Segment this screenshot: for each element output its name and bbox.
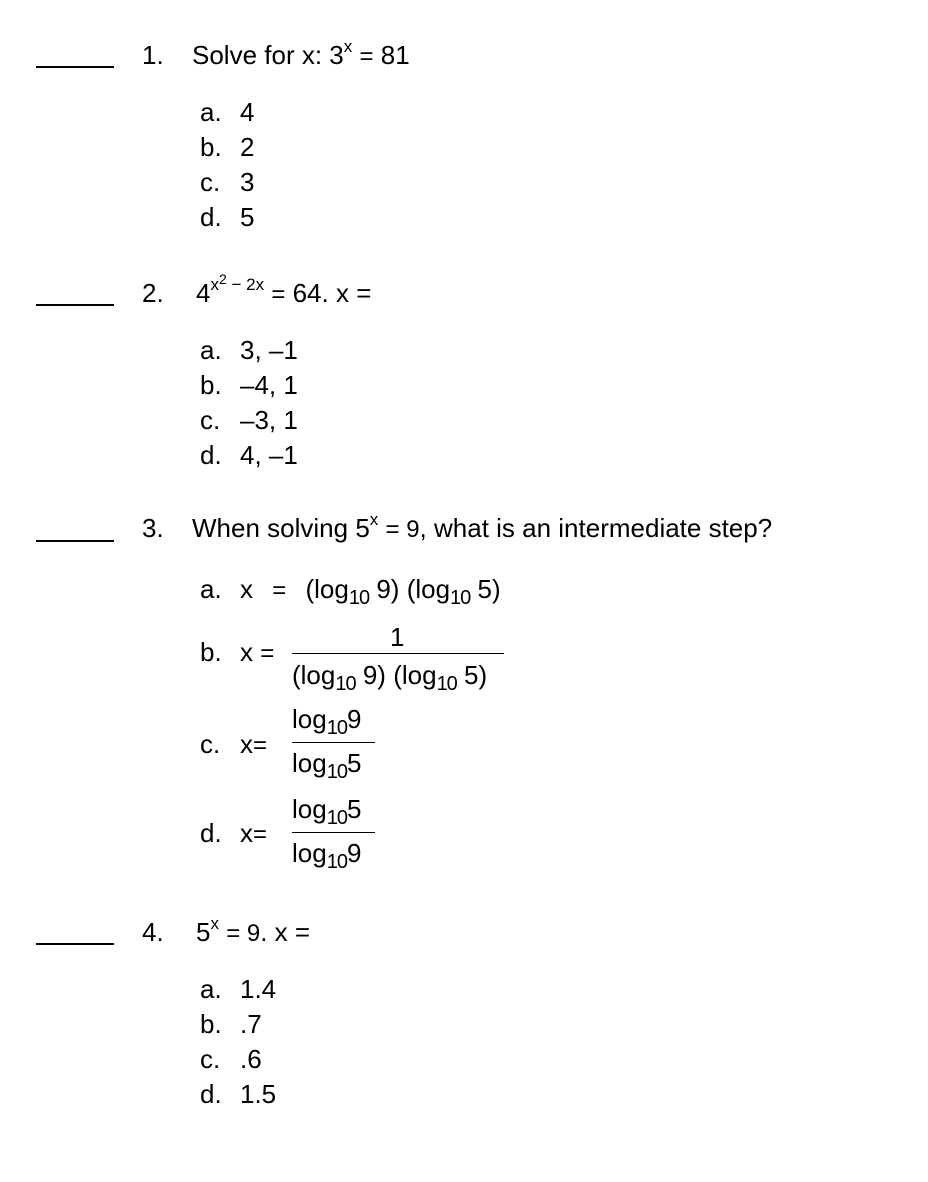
fraction-denominator: $\log_{10}5$ [292, 748, 362, 783]
answer-choice: b. –4, 1 [200, 370, 298, 400]
fraction-numerator: $\log_{10}5$ [292, 794, 362, 829]
question-stem: Solve for x: 3$^x$ = 81 [192, 37, 410, 70]
answer-blank-4[interactable] [36, 943, 114, 945]
fraction-bar [292, 742, 375, 743]
answer-blank-2[interactable] [36, 304, 114, 306]
answer-choice: c. –3, 1 [200, 405, 298, 435]
answer-choice: a. 3, –1 [200, 335, 298, 365]
answer-blank-3[interactable] [36, 540, 114, 542]
answer-choice: d. 1.5 [200, 1079, 277, 1109]
question-stem: When solving 5$^x$ = 9, what is an intermediate step? [192, 510, 773, 543]
answer-blank-1[interactable] [36, 66, 114, 68]
question-stem: 5$^x$ = 9. x = [196, 914, 311, 947]
answer-choice: d. 4, –1 [200, 440, 298, 470]
answer-choice: c. .6 [200, 1044, 262, 1074]
answer-choice: a. $x = (\log_{10}$ 9) ($\log_{10}$ 5) [200, 574, 501, 609]
answer-choice: b. .7 [200, 1009, 262, 1039]
answer-choice: b. x = [200, 637, 275, 667]
fraction-numerator: 1 [390, 622, 405, 652]
question-number: 1. [142, 40, 164, 70]
answer-choice: d. x= [200, 818, 268, 848]
fraction [290, 794, 380, 874]
fraction-numerator: $\log_{10}9$ [292, 704, 362, 739]
answer-choice: c. x= [200, 729, 268, 759]
answer-choice: a. 4 [200, 97, 255, 127]
fraction-bar [292, 832, 375, 833]
question-stem: $4^{x^2 - 2x} = 64$. x = [196, 271, 372, 308]
answer-choice: c. 3 [200, 167, 255, 197]
question-number: 3. [142, 513, 164, 543]
fraction-bar [292, 653, 504, 654]
fraction-denominator: ($\log_{10}$ 9) ($\log_{10}$ 5) [292, 660, 488, 695]
answer-choice: b. 2 [200, 132, 255, 162]
fraction [290, 704, 380, 784]
fraction-denominator: $\log_{10}9$ [292, 838, 362, 873]
answer-choice: a. 1.4 [200, 974, 277, 1004]
answer-choice: d. 5 [200, 202, 255, 232]
question-number: 4. [142, 917, 164, 947]
question-number: 2. [142, 278, 164, 308]
fraction [290, 620, 506, 695]
